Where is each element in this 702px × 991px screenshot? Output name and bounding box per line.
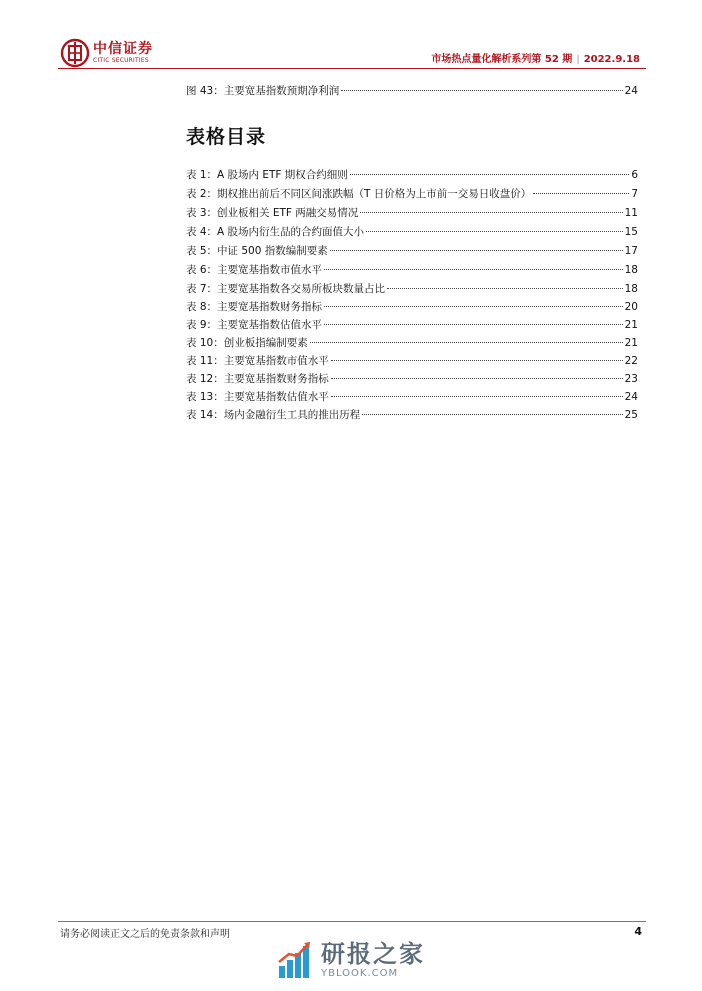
toc-entry[interactable]: [186, 224, 638, 240]
toc-leader-dots: [310, 342, 623, 343]
toc-entry-label: 表 14：场内金融衍生工具的推出历程: [186, 409, 361, 421]
toc-leader-dots: [324, 269, 623, 270]
toc-leader-dots: [331, 396, 623, 397]
toc-entry-page: 24: [624, 85, 638, 97]
toc-entry[interactable]: [186, 389, 638, 405]
toc-entry[interactable]: [186, 317, 638, 333]
toc-leader-dots: [360, 212, 622, 213]
toc-leader-dots: [331, 360, 623, 361]
toc-entry-label: 表 3：创业板相关 ETF 两融交易情况: [186, 207, 359, 219]
toc-entry-label: 表 2：期权推出前后不同区间涨跌幅（T 日价格为上市前一交易日收盘价）: [186, 188, 532, 200]
toc-entry-page: 21: [624, 319, 638, 331]
toc-entry-page: 23: [624, 373, 638, 385]
toc-entry-page: 20: [624, 301, 638, 313]
toc-entry[interactable]: [186, 167, 638, 183]
toc-leader-dots: [362, 414, 622, 415]
watermark-cn-text: 研报之家: [321, 939, 425, 968]
toc-entry-page: 17: [624, 245, 638, 257]
toc-leader-dots: [324, 306, 623, 307]
toc-entry-label: 表 11：主要宽基指数市值水平: [186, 355, 329, 367]
toc-leader-dots: [366, 231, 623, 232]
toc-entry[interactable]: [186, 262, 638, 278]
toc-entry[interactable]: [186, 243, 638, 259]
toc-entry[interactable]: [186, 205, 638, 221]
toc-leader-dots: [324, 324, 623, 325]
page-header: [0, 0, 702, 80]
logo-cn-text: 中信证券: [93, 41, 153, 57]
series-title: 市场热点量化解析系列第 52 期: [431, 54, 573, 65]
toc-entry-label: 表 1：A 股场内 ETF 期权合约细则: [186, 169, 348, 181]
citic-logo: [60, 38, 153, 68]
footer-page-number: 4: [634, 925, 642, 938]
toc-entry-label: 表 4：A 股场内衍生品的合约面值大小: [186, 226, 365, 238]
report-date: 2022.9.18: [583, 54, 640, 65]
header-separator: |: [576, 54, 580, 65]
toc-entry-label: 表 7：主要宽基指数各交易所板块数量占比: [186, 283, 386, 295]
toc-leader-dots: [533, 193, 629, 194]
toc-entry-label: 表 8：主要宽基指数财务指标: [186, 301, 323, 313]
toc-leader-dots: [387, 288, 623, 289]
toc-entry[interactable]: [186, 299, 638, 315]
footer-divider: [58, 921, 646, 922]
header-divider: [58, 68, 646, 69]
tables-toc-title: 表格目录: [186, 126, 267, 148]
watermark-en-text: YBLOOK.COM: [321, 967, 399, 979]
toc-entry-label: 表 10：创业板指编制要素: [186, 337, 308, 349]
toc-entry[interactable]: [186, 371, 638, 387]
toc-entry-page: 21: [624, 337, 638, 349]
toc-entry-page: 7: [631, 188, 638, 200]
toc-entry-label: 表 5：中证 500 指数编制要素: [186, 245, 328, 257]
toc-leader-dots: [331, 378, 623, 379]
toc-entry-page: 15: [624, 226, 638, 238]
watermark: [277, 940, 425, 980]
toc-entry[interactable]: [186, 281, 638, 297]
logo-en-text: CITIC SECURITIES: [93, 57, 149, 64]
toc-entry-label: 图 43：主要宽基指数预期净利润: [186, 85, 340, 97]
toc-entry[interactable]: [186, 186, 638, 202]
toc-entry[interactable]: [186, 407, 638, 423]
toc-entry-page: 22: [624, 355, 638, 367]
footer-disclaimer: 请务必阅读正文之后的免责条款和声明: [60, 929, 230, 940]
toc-entry-page: 18: [624, 264, 638, 276]
toc-entry[interactable]: [186, 353, 638, 369]
toc-entry-page: 25: [624, 409, 638, 421]
toc-entry-page: 18: [624, 283, 638, 295]
toc-entry-page: 24: [624, 391, 638, 403]
toc-leader-dots: [341, 90, 622, 91]
toc-entry-label: 表 12：主要宽基指数财务指标: [186, 373, 329, 385]
report-series-info: [431, 50, 640, 65]
toc-entry-label: 表 9：主要宽基指数估值水平: [186, 319, 323, 331]
toc-leader-dots: [330, 250, 623, 251]
figure-toc-entry[interactable]: [186, 83, 638, 99]
toc-entry-page: 6: [631, 169, 638, 181]
toc-entry-label: 表 13：主要宽基指数估值水平: [186, 391, 329, 403]
toc-entry[interactable]: [186, 335, 638, 351]
citic-emblem-icon: [60, 38, 90, 68]
toc-entry-page: 11: [624, 207, 638, 219]
toc-leader-dots: [350, 174, 630, 175]
toc-entry-label: 表 6：主要宽基指数市值水平: [186, 264, 323, 276]
bar-chart-icon: [277, 940, 313, 980]
